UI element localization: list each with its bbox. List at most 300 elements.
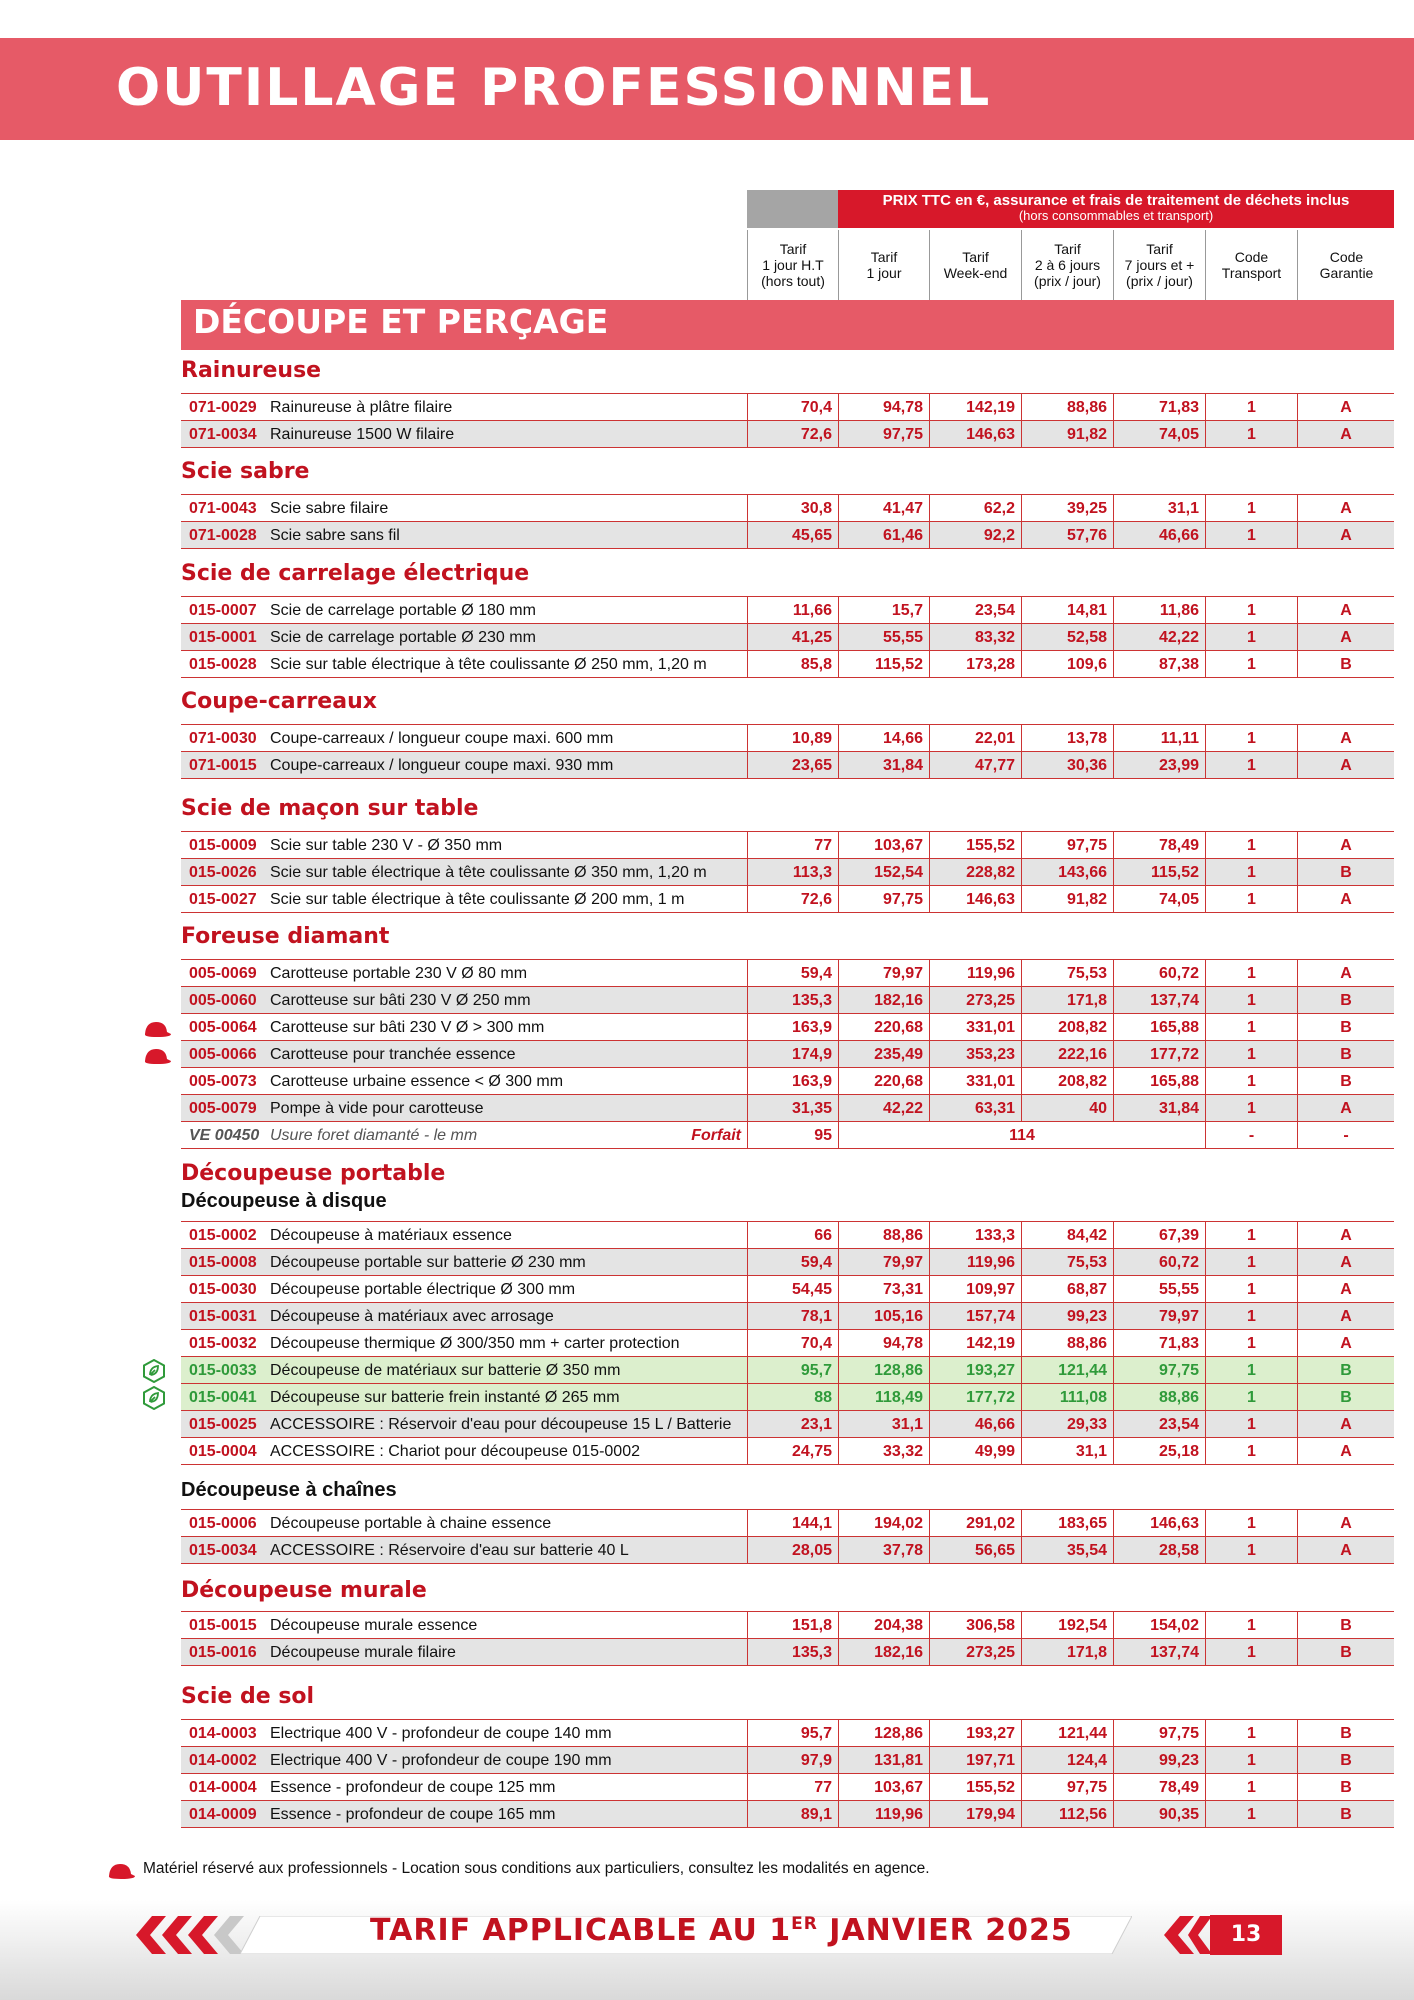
price-7plus-days: 42,22 — [1113, 624, 1205, 651]
item-description: Electrique 400 V - profondeur de coupe 140 mm — [270, 1725, 612, 1742]
code-garantie: B — [1297, 1639, 1394, 1666]
col-head-tarif-ht — [747, 230, 838, 300]
table-row-forfait — [181, 1122, 1394, 1149]
price-7plus-days: 87,38 — [1113, 651, 1205, 678]
table-row — [181, 1510, 1394, 1537]
price-2-6-days: 222,16 — [1021, 1041, 1113, 1068]
code-garantie: A — [1297, 1537, 1394, 1564]
col-head-label: Code Garantie — [1319, 249, 1374, 281]
price-weekend: 331,01 — [929, 1068, 1021, 1095]
price-2-6-days: 97,75 — [1021, 1774, 1113, 1801]
table-row — [181, 1095, 1394, 1122]
item-description: Essence - profondeur de coupe 165 mm — [270, 1806, 556, 1823]
code-garantie: A — [1297, 752, 1394, 779]
price-7plus-days: 46,66 — [1113, 522, 1205, 549]
category-rainureuse: Rainureuse — [181, 358, 322, 383]
price-7plus-days: 60,72 — [1113, 960, 1205, 987]
price-1day-ht: 151,8 — [747, 1612, 838, 1639]
code-garantie: A — [1297, 1249, 1394, 1276]
price-7plus-days: 97,75 — [1113, 1720, 1205, 1747]
item-code: 005-0079 — [189, 1100, 257, 1117]
price-weekend: 353,23 — [929, 1041, 1021, 1068]
price-7plus-days: 115,52 — [1113, 859, 1205, 886]
row-divider — [181, 447, 1394, 448]
table-row — [181, 832, 1394, 859]
table-row — [181, 1747, 1394, 1774]
price-7plus-days: 165,88 — [1113, 1014, 1205, 1041]
price-1day-ht: 59,4 — [747, 1249, 838, 1276]
price-1day: 97,75 — [838, 421, 929, 448]
code-garantie: A — [1297, 1303, 1394, 1330]
price-2-6-days: 112,56 — [1021, 1801, 1113, 1828]
price-weekend: 146,63 — [929, 886, 1021, 913]
item-description: Carotteuse pour tranchée essence — [270, 1046, 516, 1063]
item-code: 015-0032 — [189, 1335, 257, 1352]
code-garantie: A — [1297, 1510, 1394, 1537]
row-divider — [181, 1563, 1394, 1564]
item-code: 015-0015 — [189, 1617, 257, 1634]
price-2-6-days: 208,82 — [1021, 1014, 1113, 1041]
price-1day-ht: 54,45 — [747, 1276, 838, 1303]
price-2-6-days: 30,36 — [1021, 752, 1113, 779]
code-transport: 1 — [1205, 1357, 1297, 1384]
code-garantie: A — [1297, 1411, 1394, 1438]
code-transport: 1 — [1205, 1014, 1297, 1041]
price-2-6-days: 52,58 — [1021, 624, 1113, 651]
price-1day-ht: 28,05 — [747, 1537, 838, 1564]
price-weekend: 49,99 — [929, 1438, 1021, 1465]
item-code: 015-0009 — [189, 837, 257, 854]
code-garantie: A — [1297, 725, 1394, 752]
item-code: 015-0033 — [189, 1362, 257, 1379]
price-1day: 41,47 — [838, 495, 929, 522]
category-foreuse-diamant: Foreuse diamant — [181, 924, 390, 949]
price-1day-ht: 59,4 — [747, 960, 838, 987]
code-garantie: A — [1297, 624, 1394, 651]
table-row — [181, 1357, 1394, 1384]
price-weekend: 179,94 — [929, 1801, 1021, 1828]
table-row — [181, 1537, 1394, 1564]
code-transport: 1 — [1205, 752, 1297, 779]
code-garantie: A — [1297, 522, 1394, 549]
table-row — [181, 1411, 1394, 1438]
price-weekend: 63,31 — [929, 1095, 1021, 1122]
code-transport: 1 — [1205, 859, 1297, 886]
eco-battery-icon — [142, 1386, 166, 1410]
price-1day: 42,22 — [838, 1095, 929, 1122]
code-garantie: A — [1297, 1222, 1394, 1249]
code-garantie: A — [1297, 394, 1394, 421]
price-2-6-days: 91,82 — [1021, 421, 1113, 448]
price-weekend: 142,19 — [929, 394, 1021, 421]
code-garantie: A — [1297, 1276, 1394, 1303]
price-weekend: 133,3 — [929, 1222, 1021, 1249]
price-2-6-days: 192,54 — [1021, 1612, 1113, 1639]
item-description: Essence - profondeur de coupe 125 mm — [270, 1779, 556, 1796]
code-transport: 1 — [1205, 1801, 1297, 1828]
item-description: Scie sur table électrique à tête coulissante Ø 200 mm, 1 m — [270, 891, 685, 908]
row-divider — [181, 1464, 1394, 1465]
price-7plus-days: 154,02 — [1113, 1612, 1205, 1639]
item-description: Découpeuse murale filaire — [270, 1644, 456, 1661]
code-garantie: B — [1297, 1068, 1394, 1095]
price-7plus-days: 55,55 — [1113, 1276, 1205, 1303]
footer-text-a: TARIF APPLICABLE AU 1 — [370, 1913, 792, 1948]
item-code: 015-0031 — [189, 1308, 257, 1325]
item-code: 015-0025 — [189, 1416, 257, 1433]
table-row — [181, 1276, 1394, 1303]
table-row — [181, 1068, 1394, 1095]
price-1day: 194,02 — [838, 1510, 929, 1537]
table-row — [181, 651, 1394, 678]
code-garantie: B — [1297, 859, 1394, 886]
price-forfait: 114 — [838, 1122, 1205, 1149]
item-description: Découpeuse portable sur batterie Ø 230 mm — [270, 1254, 586, 1271]
col-head-code-transport — [1205, 230, 1297, 300]
price-1day: 94,78 — [838, 394, 929, 421]
price-2-6-days: 109,6 — [1021, 651, 1113, 678]
code-transport: 1 — [1205, 1384, 1297, 1411]
price-2-6-days: 13,78 — [1021, 725, 1113, 752]
col-head-code-garantie — [1297, 230, 1395, 300]
item-description: Scie sur table 230 V - Ø 350 mm — [270, 837, 503, 854]
row-divider — [181, 778, 1394, 779]
category-scie-carrelage: Scie de carrelage électrique — [181, 561, 530, 586]
price-2-6-days: 124,4 — [1021, 1747, 1113, 1774]
col-head-label: Tarif 7 jours et + (prix / jour) — [1124, 241, 1195, 289]
code-transport: 1 — [1205, 1276, 1297, 1303]
item-description: Carotteuse portable 230 V Ø 80 mm — [270, 965, 528, 982]
price-1day: 97,75 — [838, 886, 929, 913]
item-code: 014-0002 — [189, 1752, 257, 1769]
footer-tariff-text — [370, 1913, 1073, 1948]
price-1day-ht: 144,1 — [747, 1510, 838, 1537]
code-garantie: A — [1297, 832, 1394, 859]
footnote: Matériel réservé aux professionnels - Location sous conditions aux particuliers, consultez les modalités en agence. — [143, 1860, 930, 1877]
price-weekend: 173,28 — [929, 651, 1021, 678]
price-1day: 33,32 — [838, 1438, 929, 1465]
code-garantie: A — [1297, 495, 1394, 522]
price-7plus-days: 23,99 — [1113, 752, 1205, 779]
price-1day-ht: 41,25 — [747, 624, 838, 651]
item-code: VE 00450 — [189, 1127, 260, 1144]
item-code: 071-0029 — [189, 399, 257, 416]
price-1day-ht: 24,75 — [747, 1438, 838, 1465]
row-divider — [181, 912, 1394, 913]
category-scie-sabre: Scie sabre — [181, 459, 310, 484]
item-code: 015-0016 — [189, 1644, 257, 1661]
item-description: Découpeuse de matériaux sur batterie Ø 350 mm — [270, 1362, 621, 1379]
item-description: Scie de carrelage portable Ø 180 mm — [270, 602, 536, 619]
price-2-6-days: 183,65 — [1021, 1510, 1113, 1537]
price-weekend: 155,52 — [929, 832, 1021, 859]
price-1day: 37,78 — [838, 1537, 929, 1564]
price-7plus-days: 11,86 — [1113, 597, 1205, 624]
col-head-label: Code Transport — [1221, 249, 1282, 281]
price-1day-ht: 72,6 — [747, 886, 838, 913]
table-row — [181, 1249, 1394, 1276]
price-7plus-days: 90,35 — [1113, 1801, 1205, 1828]
code-transport: 1 — [1205, 987, 1297, 1014]
item-description: Coupe-carreaux / longueur coupe maxi. 930 mm — [270, 757, 614, 774]
price-1day-ht: 77 — [747, 1774, 838, 1801]
row-divider — [181, 548, 1394, 549]
price-1day-ht: 135,3 — [747, 987, 838, 1014]
price-1day: 182,16 — [838, 1639, 929, 1666]
col-head-label: Tarif Week-end — [943, 249, 1008, 281]
price-2-6-days: 121,44 — [1021, 1357, 1113, 1384]
category-scie-sol: Scie de sol — [181, 1684, 315, 1709]
price-weekend: 273,25 — [929, 987, 1021, 1014]
price-1day: 119,96 — [838, 1801, 929, 1828]
row-divider — [181, 1827, 1394, 1828]
row-divider — [181, 1665, 1394, 1666]
item-code: 005-0060 — [189, 992, 257, 1009]
eco-battery-icon — [142, 1359, 166, 1383]
table-row — [181, 421, 1394, 448]
price-1day-ht: 135,3 — [747, 1639, 838, 1666]
price-1day: 115,52 — [838, 651, 929, 678]
price-1day: 131,81 — [838, 1747, 929, 1774]
code-transport: 1 — [1205, 1639, 1297, 1666]
item-code: 071-0015 — [189, 757, 257, 774]
code-transport: 1 — [1205, 597, 1297, 624]
price-1day: 94,78 — [838, 1330, 929, 1357]
item-code: 071-0043 — [189, 500, 257, 517]
table-row — [181, 394, 1394, 421]
item-code: 005-0064 — [189, 1019, 257, 1036]
price-2-6-days: 143,66 — [1021, 859, 1113, 886]
price-1day: 14,66 — [838, 725, 929, 752]
price-header-subtitle: (hors consommables et transport) — [1018, 208, 1214, 223]
price-weekend: 56,65 — [929, 1537, 1021, 1564]
price-1day: 55,55 — [838, 624, 929, 651]
code-transport: 1 — [1205, 624, 1297, 651]
price-1day-ht: 30,8 — [747, 495, 838, 522]
price-2-6-days: 88,86 — [1021, 394, 1113, 421]
price-7plus-days: 67,39 — [1113, 1222, 1205, 1249]
price-1day: 15,7 — [838, 597, 929, 624]
item-description: Pompe à vide pour carotteuse — [270, 1100, 484, 1117]
price-weekend: 23,54 — [929, 597, 1021, 624]
item-description: Découpeuse à matériaux essence — [270, 1227, 512, 1244]
price-7plus-days: 79,97 — [1113, 1303, 1205, 1330]
item-code: 005-0069 — [189, 965, 257, 982]
item-code: 014-0003 — [189, 1725, 257, 1742]
item-description: ACCESSOIRE : Réservoir d'eau pour découpeuse 15 L / Batterie — [270, 1416, 732, 1433]
price-7plus-days: 177,72 — [1113, 1041, 1205, 1068]
table-row — [181, 1384, 1394, 1411]
item-code: 005-0073 — [189, 1073, 257, 1090]
table-row — [181, 987, 1394, 1014]
item-code: 071-0028 — [189, 527, 257, 544]
item-description: Scie sabre sans fil — [270, 527, 400, 544]
col-head-tarif-weekend — [929, 230, 1021, 300]
item-description: Rainureuse à plâtre filaire — [270, 399, 453, 416]
price-weekend: 331,01 — [929, 1014, 1021, 1041]
price-1day: 103,67 — [838, 832, 929, 859]
category-coupe-carreaux: Coupe-carreaux — [181, 689, 377, 714]
code-transport: 1 — [1205, 1747, 1297, 1774]
table-row — [181, 859, 1394, 886]
item-code: 015-0034 — [189, 1542, 257, 1559]
code-transport: 1 — [1205, 1330, 1297, 1357]
price-1day-ht: 10,89 — [747, 725, 838, 752]
table-row — [181, 960, 1394, 987]
price-1day-ht: 70,4 — [747, 1330, 838, 1357]
price-2-6-days: 14,81 — [1021, 597, 1113, 624]
code-transport: 1 — [1205, 421, 1297, 448]
item-code: 014-0004 — [189, 1779, 257, 1796]
table-row — [181, 522, 1394, 549]
price-7plus-days: 97,75 — [1113, 1357, 1205, 1384]
item-description: Electrique 400 V - profondeur de coupe 190 mm — [270, 1752, 612, 1769]
code-transport: - — [1205, 1122, 1297, 1149]
item-description: Découpeuse thermique Ø 300/350 mm + carter protection — [270, 1335, 680, 1352]
price-1day-ht: 163,9 — [747, 1014, 838, 1041]
item-description: Découpeuse portable à chaine essence — [270, 1515, 552, 1532]
price-1day-ht: 95,7 — [747, 1720, 838, 1747]
price-7plus-days: 31,1 — [1113, 495, 1205, 522]
item-code: 015-0041 — [189, 1389, 257, 1406]
code-garantie: A — [1297, 1330, 1394, 1357]
category-scie-macon: Scie de maçon sur table — [181, 796, 479, 821]
price-1day: 118,49 — [838, 1384, 929, 1411]
price-weekend: 22,01 — [929, 725, 1021, 752]
section-title: DÉCOUPE ET PERÇAGE — [193, 302, 609, 341]
price-1day: 105,16 — [838, 1303, 929, 1330]
price-1day: 152,54 — [838, 859, 929, 886]
price-7plus-days: 23,54 — [1113, 1411, 1205, 1438]
item-code: 015-0008 — [189, 1254, 257, 1271]
price-weekend: 62,2 — [929, 495, 1021, 522]
code-garantie: B — [1297, 987, 1394, 1014]
price-1day: 220,68 — [838, 1068, 929, 1095]
code-garantie: B — [1297, 1612, 1394, 1639]
header-grey-block — [747, 190, 838, 228]
price-1day: 88,86 — [838, 1222, 929, 1249]
col-head-label: Tarif 1 jour H.T (hors tout) — [761, 241, 825, 289]
footnote-hat-icon — [106, 1862, 136, 1880]
code-transport: 1 — [1205, 725, 1297, 752]
code-garantie: B — [1297, 1041, 1394, 1068]
price-1day: 61,46 — [838, 522, 929, 549]
price-7plus-days: 146,63 — [1113, 1510, 1205, 1537]
code-garantie: B — [1297, 1384, 1394, 1411]
price-1day: 204,38 — [838, 1612, 929, 1639]
item-description: Scie sur table électrique à tête coulissante Ø 250 mm, 1,20 m — [270, 656, 707, 673]
col-head-label: Tarif 2 à 6 jours (prix / jour) — [1034, 241, 1101, 289]
price-weekend: 83,32 — [929, 624, 1021, 651]
price-2-6-days: 121,44 — [1021, 1720, 1113, 1747]
price-1day: 128,86 — [838, 1720, 929, 1747]
code-garantie: B — [1297, 1014, 1394, 1041]
code-transport: 1 — [1205, 1438, 1297, 1465]
item-code: 015-0027 — [189, 891, 257, 908]
price-1day-ht: 66 — [747, 1222, 838, 1249]
footer-text-sup: ER — [791, 1914, 818, 1934]
price-1day: 79,97 — [838, 960, 929, 987]
price-header — [838, 190, 1394, 228]
item-description: Découpeuse portable électrique Ø 300 mm — [270, 1281, 576, 1298]
price-2-6-days: 99,23 — [1021, 1303, 1113, 1330]
price-weekend: 46,66 — [929, 1411, 1021, 1438]
price-weekend: 273,25 — [929, 1639, 1021, 1666]
code-garantie: B — [1297, 1720, 1394, 1747]
item-code: 015-0006 — [189, 1515, 257, 1532]
item-code: 015-0002 — [189, 1227, 257, 1244]
category-decoupeuse-murale: Découpeuse murale — [181, 1578, 427, 1603]
page-title: OUTILLAGE PROFESSIONNEL — [116, 58, 992, 118]
price-2-6-days: 57,76 — [1021, 522, 1113, 549]
price-7plus-days: 88,86 — [1113, 1384, 1205, 1411]
item-description: ACCESSOIRE : Chariot pour découpeuse 015-0002 — [270, 1443, 640, 1460]
price-1day-ht: 11,66 — [747, 597, 838, 624]
item-description: ACCESSOIRE : Réservoire d'eau sur batterie 40 L — [270, 1542, 629, 1559]
table-row — [181, 1303, 1394, 1330]
table-row — [181, 624, 1394, 651]
price-2-6-days: 75,53 — [1021, 960, 1113, 987]
price-1day: 182,16 — [838, 987, 929, 1014]
price-weekend: 47,77 — [929, 752, 1021, 779]
price-7plus-days: 31,84 — [1113, 1095, 1205, 1122]
price-2-6-days: 91,82 — [1021, 886, 1113, 913]
table-row — [181, 1720, 1394, 1747]
category-decoupeuse-portable: Découpeuse portable — [181, 1161, 446, 1186]
code-transport: 1 — [1205, 886, 1297, 913]
price-weekend: 306,58 — [929, 1612, 1021, 1639]
price-1day: 128,86 — [838, 1357, 929, 1384]
table-row — [181, 752, 1394, 779]
code-transport: 1 — [1205, 1411, 1297, 1438]
col-head-label: Tarif 1 jour — [866, 249, 902, 281]
code-garantie: A — [1297, 1438, 1394, 1465]
item-code: 071-0030 — [189, 730, 257, 747]
table-row — [181, 597, 1394, 624]
subcategory-decoupeuse-disque: Découpeuse à disque — [181, 1190, 387, 1212]
code-transport: 1 — [1205, 1041, 1297, 1068]
price-7plus-days: 60,72 — [1113, 1249, 1205, 1276]
price-1day-ht: 77 — [747, 832, 838, 859]
price-1day: 235,49 — [838, 1041, 929, 1068]
price-header-title: PRIX TTC en €, assurance et frais de traitement de déchets inclus — [882, 192, 1350, 209]
page-number: 13 — [1210, 1915, 1282, 1955]
subcategory-decoupeuse-chaines: Découpeuse à chaînes — [181, 1479, 397, 1501]
table-row — [181, 1438, 1394, 1465]
item-description: Découpeuse murale essence — [270, 1617, 478, 1634]
table-row — [181, 725, 1394, 752]
price-7plus-days: 78,49 — [1113, 1774, 1205, 1801]
price-weekend: 157,74 — [929, 1303, 1021, 1330]
price-1day: 31,84 — [838, 752, 929, 779]
col-head-tarif-2-6 — [1021, 230, 1113, 300]
item-description: Carotteuse sur bâti 230 V Ø 250 mm — [270, 992, 531, 1009]
code-transport: 1 — [1205, 1303, 1297, 1330]
item-code: 015-0030 — [189, 1281, 257, 1298]
price-1day-ht: 88 — [747, 1384, 838, 1411]
price-7plus-days: 137,74 — [1113, 1639, 1205, 1666]
price-weekend: 291,02 — [929, 1510, 1021, 1537]
price-2-6-days: 88,86 — [1021, 1330, 1113, 1357]
table-row — [181, 1774, 1394, 1801]
item-code: 071-0034 — [189, 426, 257, 443]
table-row — [181, 1801, 1394, 1828]
price-7plus-days: 11,11 — [1113, 725, 1205, 752]
price-1day-ht: 85,8 — [747, 651, 838, 678]
code-transport: 1 — [1205, 651, 1297, 678]
price-2-6-days: 29,33 — [1021, 1411, 1113, 1438]
price-1day-ht: 78,1 — [747, 1303, 838, 1330]
